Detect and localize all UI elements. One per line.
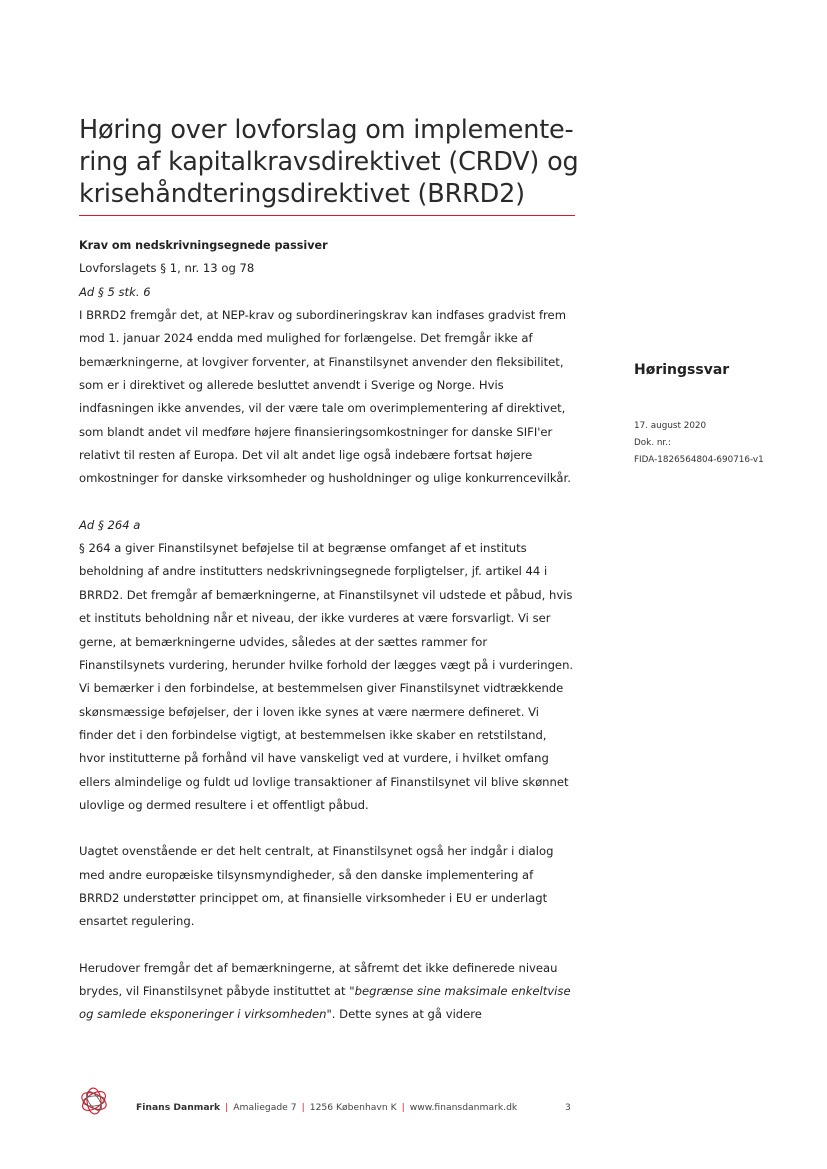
paragraph: Uagtet ovenstående er det helt centralt, at Finanstilsynet også her indgår i dialog med andre europæiske tilsynsmyndigheder, så den danske implementering af BRRD2 understøtter princippet om, at finansielle virksomheder i EU er underlagt ensartet regulering. (79, 844, 554, 929)
paragraph-spacer (79, 491, 575, 514)
footer-website-link[interactable]: www.finansdanmark.dk (409, 1102, 518, 1113)
title-line: Høring over lovforslag om implemente- (79, 115, 574, 145)
document-number-label: Dok. nr.: (634, 438, 671, 448)
sidebar (634, 362, 814, 469)
section-heading: Krav om nedskrivningsegnede passiver (79, 239, 328, 252)
paragraph-text: ". Dette synes at gå videre (326, 1007, 482, 1022)
footer-separator: | (401, 1102, 405, 1113)
footer-address (136, 1102, 517, 1113)
document-body (79, 234, 575, 1027)
title-line: krisehåndteringsdirektivet (BRRD2) (79, 179, 525, 209)
subsection-heading: Ad § 264 a (79, 517, 141, 532)
paragraph: I BRRD2 fremgår det, at NEP-krav og subordineringskrav kan indfases gradvist frem mod 1. januar 2024 endda med mulighed for forlængelse. Det fremgår ikke af bemærkningerne, at lovgiver forventer, at Finanstilsynet anvender den fleksibilitet, som er i direktivet og allerede besluttet anvendt i Sverige og Norge. Hvis indfasningen ikke anvendes, vil der være tale om overimplementering af direktivet, som blandt andet vil medføre højere finansieringsomkostninger for danske SIFI'er relativt til resten af Europa. Det vil alt andet lige også indebære fortsat højere omkostninger for danske virksomheder og husholdninger og ulige konkurrencevilkår. (79, 308, 571, 486)
paragraph: § 264 a giver Finanstilsynet beføjelse til at begrænse omfanget af et instituts beholdning af andre institutters nedskrivningsegnede forpligtelser, jf. artikel 44 i BRRD2. Det fremgår af bemærkningerne, at Finanstilsynet vil udstede et påbud, hvis et instituts beholdning når et niveau, der ikke vurderes at være forsvarligt. Vi ser gerne, at bemærkningerne udvides, således at der sættes rammer for Finanstilsynets vurdering, herunder hvilke forhold der lægges vægt på i vurderingen. Vi bemærker i den forbindelse, at bestemmelsen giver Finanstilsynet vidtrækkende skønsmæssige beføjelser, der i loven ikke synes at være nærmere defineret. Vi finder det i den forbindelse vigtigt, at bestemmelsen ikke skaber en retstilstand, hvor institutterne på forhånd vil have vanskeligt ved at vurdere, i hvilket omfang ellers almindelige og fuldt ud lovlige transaktioner af Finanstilsynet vil blive skønnet ulovlige og dermed resultere i et offentligt påbud. (79, 541, 574, 812)
finans-danmark-logo-icon (79, 1080, 109, 1122)
document-number: FIDA-1826564804-690716-v1 (634, 455, 764, 465)
page-footer (79, 1080, 579, 1136)
paragraph-text: Herudover fremgår det af bemærkningerne, at såfremt det ikke definerede niveau brydes, vil Finanstilsynet påbyde instituttet at " (79, 960, 558, 998)
law-reference: Lovforslagets § 1, nr. 13 og 78 (79, 261, 255, 276)
paragraph-spacer (79, 934, 575, 957)
footer-city: 1256 København K (309, 1102, 397, 1113)
footer-brand: Finans Danmark (136, 1102, 221, 1113)
document-title (79, 114, 579, 210)
page-number: 3 (565, 1102, 571, 1113)
title-divider (79, 215, 575, 216)
title-line: ring af kapitalkravsdirektivet (CRDV) og (79, 147, 579, 177)
footer-street: Amaliegade 7 (233, 1102, 297, 1113)
document-type: Høringssvar (634, 362, 730, 378)
footer-separator: | (225, 1102, 229, 1113)
subsection-heading: Ad § 5 stk. 6 (79, 284, 151, 299)
paragraph-spacer (79, 817, 575, 840)
document-meta (634, 418, 814, 469)
quoted-text: begrænse sine maksimale enkeltvise og samlede eksponeringer i virksomheden (79, 983, 571, 1022)
paragraph (79, 957, 575, 1027)
footer-separator: | (301, 1102, 305, 1113)
document-date: 17. august 2020 (634, 421, 707, 431)
